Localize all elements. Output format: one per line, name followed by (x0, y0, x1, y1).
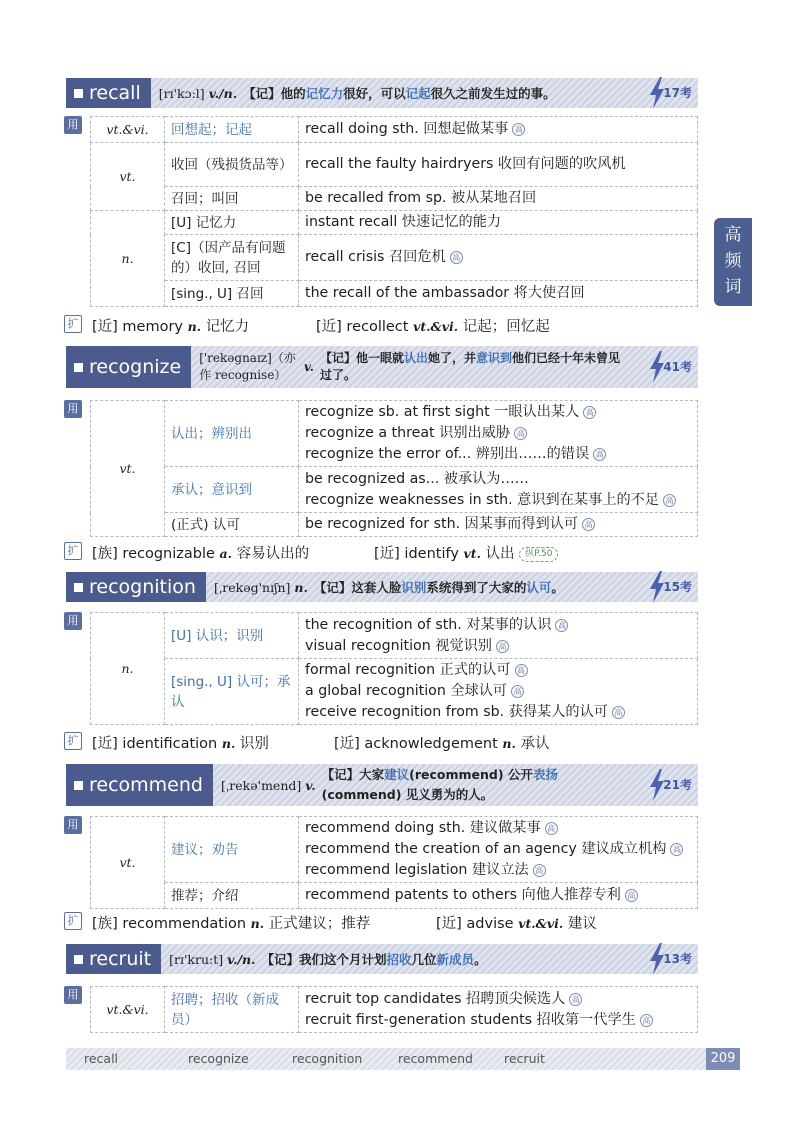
high-frequency-mark-icon: 高 (670, 843, 683, 856)
high-frequency-mark-icon: 高 (450, 251, 463, 264)
headword: recall (66, 78, 151, 108)
part-of-speech: v. (305, 777, 316, 793)
high-frequency-mark-icon: 高 (514, 427, 527, 440)
example-line: recommend the creation of an agency 建议成立机构 高 (305, 839, 691, 860)
example-cell: recall doing sth. 回想起做某事 高 (299, 117, 698, 143)
usage-table (90, 400, 698, 537)
table-row (91, 281, 698, 307)
entry-header (66, 764, 698, 806)
entry-header (66, 78, 698, 108)
pos-cell: vt.&vi. (91, 117, 165, 143)
high-frequency-mark-icon: 高 (583, 406, 596, 419)
table-row (91, 883, 698, 909)
meaning-cell: (正式) 认可 (165, 513, 299, 537)
exam-frequency: 15考 (663, 580, 692, 594)
table-row (91, 467, 698, 513)
footer-word[interactable]: recall (84, 1051, 119, 1066)
phonetic: [ˌrekəg'nɪʃn] (213, 579, 291, 595)
usage-icon: 用 (64, 116, 82, 134)
example-cell: instant recall 快速记忆的能力 (299, 211, 698, 235)
usage-table (90, 986, 698, 1033)
high-frequency-mark-icon: 高 (515, 664, 528, 677)
example-cell: recall the faulty hairdryers 收回有问题的吹风机 (299, 143, 698, 187)
table-row (91, 659, 698, 725)
pos-cell: vt. (91, 817, 165, 909)
meaning-cell: [C]（因产品有问题的）收回, 召回 (165, 235, 299, 281)
extension-synonym: [近] identify vt. 认出 纵P.50 (374, 542, 558, 563)
pos-cell: n. (91, 613, 165, 725)
usage-table (90, 816, 698, 909)
example-cell: the recall of the ambassador 将大使召回 (299, 281, 698, 307)
entry-info (161, 944, 698, 974)
usage-table (90, 116, 698, 307)
high-frequency-mark-icon: 高 (533, 864, 546, 877)
extension-synonym: [近] acknowledgement n. 承认 (334, 736, 550, 752)
pos-cell: vt. (91, 143, 165, 211)
usage-table (90, 612, 698, 725)
side-tab-high-frequency (714, 218, 752, 306)
footer-word[interactable]: recognize (188, 1051, 249, 1066)
meaning-cell: [sing., U] 召回 (165, 281, 299, 307)
example-cell (299, 987, 698, 1033)
exam-frequency: 17考 (663, 86, 692, 100)
footer-word[interactable]: recognition (292, 1051, 363, 1066)
example-line: recognize weaknesses in sth. 意识到在某事上的不足 高 (305, 490, 691, 511)
high-frequency-mark-icon: 高 (545, 822, 558, 835)
side-tab-char: 词 (724, 277, 742, 297)
entry-recognize (66, 346, 698, 564)
example-cell: be recognized for sth. 因某事而得到认可 高 (299, 513, 698, 537)
example-cell: recall crisis 召回危机 高 (299, 235, 698, 281)
entry-info (151, 78, 698, 108)
part-of-speech: v./n. (208, 85, 238, 101)
high-frequency-mark-icon: 高 (496, 640, 509, 653)
pos-cell: vt.&vi. (91, 987, 165, 1033)
example-cell (299, 467, 698, 513)
meaning-cell: 建议；劝告 (165, 817, 299, 883)
example-cell (299, 613, 698, 659)
entry-header (66, 944, 698, 974)
extension-synonym: [近] advise vt.&vi. 建议 (436, 916, 597, 932)
entry-recall (66, 78, 698, 336)
phonetic: [ˌrekə'mend] (220, 777, 302, 793)
headword: recruit (66, 944, 161, 974)
exam-frequency: 21考 (663, 778, 692, 792)
table-row (91, 987, 698, 1033)
meaning-cell: 认出；辨别出 (165, 401, 299, 467)
meaning-cell: 推荐；介绍 (165, 883, 299, 909)
entry-recognition (66, 572, 698, 752)
example-cell: recommend patents to others 向他人推荐专利 高 (299, 883, 698, 909)
table-row (91, 117, 698, 143)
high-frequency-mark-icon: 高 (593, 448, 606, 461)
cross-reference-badge[interactable]: 纵P.50 (519, 547, 558, 562)
exam-frequency: 13考 (663, 952, 692, 966)
phonetic: [rɪ'kru:t] (169, 951, 224, 967)
footer-word[interactable]: recruit (504, 1051, 545, 1066)
mnemonic: 【记】我们这个月计划招收几位新成员。 (261, 951, 487, 967)
entry-recommend (66, 764, 698, 934)
example-line: formal recognition 正式的认可 高 (305, 660, 691, 681)
page-number: 209 (706, 1048, 740, 1070)
example-line: recommend doing sth. 建议做某事 高 (305, 818, 691, 839)
extension-synonym: [近] recollect vt.&vi. 记起；回忆起 (316, 319, 550, 335)
mnemonic: 【记】他的记忆力很好，可以记起很久之前发生过的事。 (243, 85, 556, 101)
headword: recommend (66, 764, 213, 806)
meaning-cell: 收回（残损货品等） (165, 143, 299, 187)
high-frequency-mark-icon: 高 (511, 685, 524, 698)
table-row (91, 613, 698, 659)
extension-synonym: [近] identification n. 识别 (92, 736, 269, 752)
part-of-speech: v./n. (227, 951, 256, 967)
high-frequency-mark-icon: 高 (555, 619, 568, 632)
meaning-cell: [U] 记忆力 (165, 211, 299, 235)
table-row (91, 211, 698, 235)
meaning-cell: 召回；叫回 (165, 187, 299, 211)
part-of-speech: v. (304, 359, 314, 374)
table-row (91, 235, 698, 281)
extension-icon: 扩 (64, 542, 82, 560)
example-line: receive recognition from sb. 获得某人的认可 高 (305, 702, 691, 723)
example-line: be recognized as... 被承认为…… (305, 470, 529, 487)
example-cell (299, 659, 698, 725)
example-cell (299, 817, 698, 883)
mnemonic: 【记】他一眼就认出她了，并意识到他们已经十年未曾见过了。 (319, 351, 621, 382)
entry-info (206, 572, 698, 602)
high-frequency-mark-icon: 高 (663, 494, 676, 507)
exam-frequency: 41考 (663, 360, 692, 374)
extension-icon: 扩 (64, 912, 82, 930)
phonetic: ['rekəgnaɪz]（亦作 recognise） (199, 351, 296, 382)
high-frequency-mark-icon: 高 (582, 518, 595, 531)
table-row (91, 401, 698, 467)
example-line: recognize the error of... 辨别出……的错误 高 (305, 444, 691, 465)
table-row (91, 143, 698, 187)
extension-family: [族] recognizable a. 容易认出的 (92, 546, 310, 562)
headword: recognition (66, 572, 206, 602)
footer-word[interactable]: recommend (398, 1051, 473, 1066)
phonetic: [rɪ'kɔ:l] (158, 85, 205, 101)
example-line: recognize a threat 识别出威胁 高 (305, 423, 691, 444)
high-frequency-mark-icon: 高 (640, 1014, 653, 1027)
table-row (91, 187, 698, 211)
meaning-cell: 招聘；招收（新成员） (165, 987, 299, 1033)
entry-header (66, 346, 698, 388)
meaning-cell: [sing., U] 认可；承认 (165, 659, 299, 725)
example-cell (299, 401, 698, 467)
example-line: recommend legislation 建议立法 高 (305, 860, 691, 881)
example-cell: be recalled from sp. 被从某地召回 (299, 187, 698, 211)
usage-icon: 用 (64, 612, 82, 630)
entry-recruit (66, 944, 698, 1034)
pos-cell: vt. (91, 401, 165, 537)
example-line: a global recognition 全球认可 高 (305, 681, 691, 702)
mnemonic: 【记】大家建议(recommend) 公开表扬(commend) 见义勇为的人。 (321, 767, 558, 802)
example-line: recognize sb. at first sight 一眼认出某人 高 (305, 402, 691, 423)
example-line: recruit top candidates 招聘顶尖候选人 高 (305, 989, 691, 1010)
example-line: visual recognition 视觉识别 高 (305, 636, 691, 657)
pos-cell: n. (91, 211, 165, 307)
entry-info (213, 764, 698, 806)
part-of-speech: n. (294, 579, 308, 595)
example-line: recruit first-generation students 招收第一代学生 高 (305, 1010, 691, 1031)
footer-word-index (66, 1048, 740, 1070)
meaning-cell: 承认；意识到 (165, 467, 299, 513)
extension-related: [近] memory n. 记忆力 (92, 319, 250, 335)
side-tab-char: 频 (724, 251, 742, 271)
table-row (91, 513, 698, 537)
extension-icon: 扩 (64, 315, 82, 333)
usage-icon: 用 (64, 400, 82, 418)
usage-icon: 用 (64, 816, 82, 834)
entry-header (66, 572, 698, 602)
high-frequency-mark-icon: 高 (512, 123, 525, 136)
headword: recognize (66, 346, 191, 388)
high-frequency-mark-icon: 高 (612, 706, 625, 719)
high-frequency-mark-icon: 高 (625, 889, 638, 902)
entry-info (191, 346, 698, 388)
extension-family: [族] recommendation n. 正式建议；推荐 (92, 916, 371, 932)
meaning-cell: [U] 认识；识别 (165, 613, 299, 659)
high-frequency-mark-icon: 高 (569, 993, 582, 1006)
usage-icon: 用 (64, 986, 82, 1004)
meaning-cell: 回想起；记起 (165, 117, 299, 143)
table-row (91, 817, 698, 883)
side-tab-char: 高 (724, 225, 742, 245)
extension-icon: 扩 (64, 732, 82, 750)
example-line: the recognition of sth. 对某事的认识 高 (305, 615, 691, 636)
mnemonic: 【记】这套人脸识别系统得到了大家的认可。 (313, 579, 564, 595)
